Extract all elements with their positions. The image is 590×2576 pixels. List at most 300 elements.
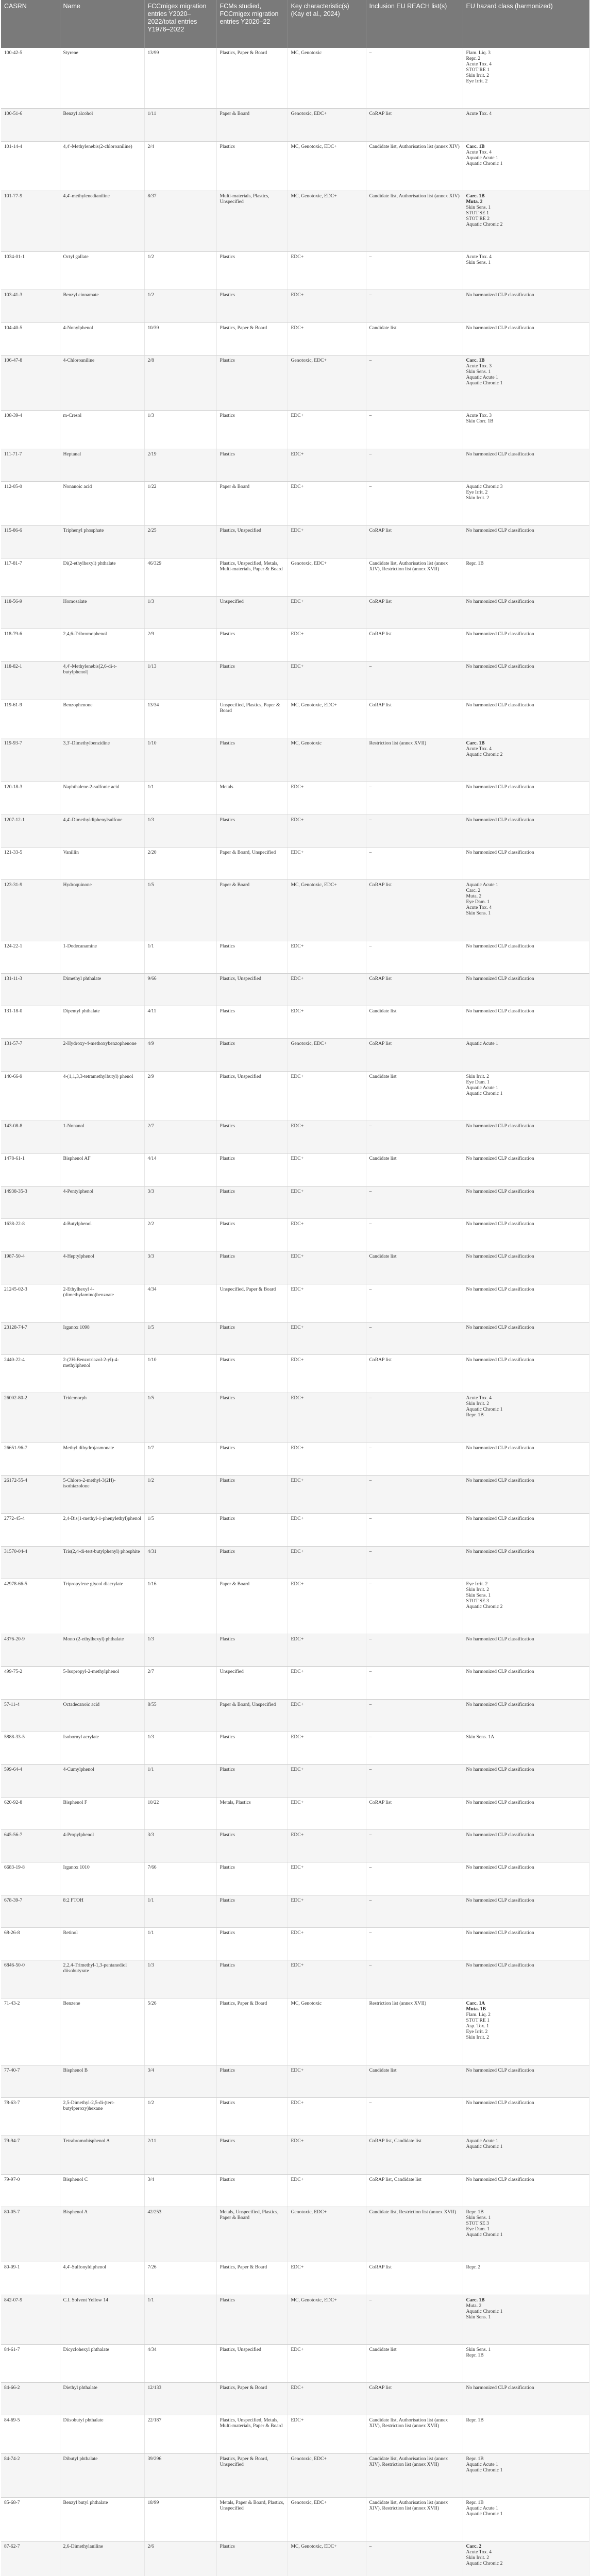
header-migration-entries: FCCmigex migration entries Y2020–2022/total entries Y1976–2022: [144, 0, 216, 48]
migration-entries-cell: 3/4: [144, 2174, 216, 2207]
hazard-class-line: Eye Dam. 1: [466, 2226, 490, 2232]
migration-entries-cell: 3/4: [144, 2065, 216, 2097]
reach-lists-cell: –: [366, 411, 463, 449]
hazard-class-line: Eye Irrit. 2: [466, 1581, 488, 1587]
hazard-class-cell: [463, 1121, 589, 1154]
key-characteristics-cell: EDC+: [288, 941, 366, 973]
casrn-cell: 6846-50-0: [1, 1960, 60, 1998]
fcms-cell: Plastics: [216, 1895, 288, 1927]
key-characteristics-cell: EDC+: [288, 1579, 366, 1634]
key-characteristics-cell: EDC+: [288, 1960, 366, 1998]
hazard-class-cell: [463, 1829, 589, 1862]
hazard-class-line: Aquatic Chronic 1: [466, 1090, 503, 1096]
casrn-cell: 620-92-8: [1, 1797, 60, 1829]
fcms-cell: Plastics: [216, 1121, 288, 1154]
hazard-class-line: No harmonized CLP classification: [466, 1156, 534, 1162]
migration-entries-cell: 46/329: [144, 558, 216, 596]
reach-lists-cell: CoRAP list: [366, 596, 463, 629]
reach-lists-cell: CoRAP list: [366, 2383, 463, 2415]
hazard-class-cell: [463, 2295, 589, 2344]
table-row: [1, 2098, 589, 2136]
casrn-cell: 4376-20-9: [1, 1634, 60, 1667]
fcms-cell: Plastics: [216, 1514, 288, 1546]
hazard-class-line: No harmonized CLP classification: [466, 292, 534, 298]
table-row: [1, 1862, 589, 1895]
migration-entries-cell: 12/133: [144, 2383, 216, 2415]
name-cell: C.I. Solvent Yellow 14: [60, 2295, 144, 2344]
reach-lists-cell: –: [366, 1732, 463, 1765]
name-cell: Dicyclohexyl phthalate: [60, 2344, 144, 2382]
hazard-class-cell: [463, 1251, 589, 1284]
table-row: [1, 1699, 589, 1732]
migration-entries-cell: 1/3: [144, 596, 216, 629]
reach-lists-cell: Candidate list: [366, 1071, 463, 1121]
key-characteristics-cell: Genotoxic, EDC+: [288, 1039, 366, 1071]
table-row: [1, 48, 589, 109]
fcms-cell: Plastics: [216, 815, 288, 847]
reach-lists-cell: Candidate list: [366, 1154, 463, 1186]
name-cell: Bisphenol B: [60, 2065, 144, 2097]
name-cell: 2,2,4-Trimethyl-1,3-pentanediol diisobutyrate: [60, 1960, 144, 1998]
table-row: [1, 2453, 589, 2497]
hazard-class-cell: [463, 2415, 589, 2453]
table-row: [1, 1251, 589, 1284]
fcms-cell: Plastics, Unspecified: [216, 526, 288, 558]
hazard-class-line: Skin Sens. 1: [466, 204, 491, 210]
table-row: [1, 2498, 589, 2541]
fcms-cell: Unspecified, Paper & Board: [216, 1284, 288, 1322]
name-cell: 2-(2H-Benzotriazol-2-yl)-4-methylphenol: [60, 1355, 144, 1393]
key-characteristics-cell: EDC+: [288, 662, 366, 700]
reach-lists-cell: CoRAP list: [366, 109, 463, 141]
name-cell: 4-Nonylphenol: [60, 323, 144, 355]
migration-entries-cell: 2/25: [144, 526, 216, 558]
hazard-class-cell: [463, 191, 589, 251]
reach-lists-cell: –: [366, 1322, 463, 1354]
hazard-class-line: Aquatic Chronic 2: [466, 752, 503, 758]
hazard-class-line: Repr. 1B: [466, 1412, 484, 1418]
table-row: [1, 2207, 589, 2262]
casrn-cell: 124-22-1: [1, 941, 60, 973]
fcms-cell: Plastics: [216, 449, 288, 481]
key-characteristics-cell: EDC+: [288, 1154, 366, 1186]
hazard-class-cell: [463, 141, 589, 191]
name-cell: Tridemorph: [60, 1393, 144, 1443]
fcms-cell: Plastics: [216, 2136, 288, 2174]
migration-entries-cell: 1/10: [144, 738, 216, 782]
hazard-class-cell: [463, 815, 589, 847]
casrn-cell: 26651-96-7: [1, 1443, 60, 1475]
fcms-cell: Plastics: [216, 1218, 288, 1251]
hazard-class-line: No harmonized CLP classification: [466, 1221, 534, 1227]
reach-lists-cell: –: [366, 1546, 463, 1579]
key-characteristics-cell: EDC+: [288, 1322, 366, 1354]
table-row: [1, 109, 589, 141]
header-fcms-studied: FCMs studied, FCCmigex migration entries Y2020–22: [216, 0, 288, 48]
key-characteristics-cell: EDC+: [288, 252, 366, 290]
key-characteristics-cell: EDC+: [288, 1514, 366, 1546]
reach-lists-cell: CoRAP list: [366, 629, 463, 662]
migration-entries-cell: 1/5: [144, 1322, 216, 1354]
casrn-cell: 23128-74-7: [1, 1322, 60, 1354]
name-cell: Benzyl alcohol: [60, 109, 144, 141]
hazard-class-line: Skin Sens. 1: [466, 1592, 491, 1598]
reach-lists-cell: –: [366, 782, 463, 815]
hazard-class-line: Aquatic Chronic 2: [466, 2561, 503, 2567]
hazard-class-line: Carc. 2: [466, 888, 481, 894]
hazard-class-line: Eye Irrit. 2: [466, 489, 488, 495]
hazard-class-cell: [463, 48, 589, 109]
casrn-cell: 119-61-9: [1, 700, 60, 738]
migration-entries-cell: 10/39: [144, 323, 216, 355]
casrn-cell: 112-05-0: [1, 481, 60, 525]
casrn-cell: 499-75-2: [1, 1667, 60, 1699]
reach-lists-cell: –: [366, 1829, 463, 1862]
table-row: [1, 2065, 589, 2097]
hazard-class-cell: [463, 481, 589, 525]
migration-entries-cell: 1/1: [144, 1765, 216, 1797]
table-row: [1, 738, 589, 782]
hazard-class-line: Aquatic Acute 1: [466, 375, 498, 381]
key-characteristics-cell: EDC+: [288, 449, 366, 481]
migration-entries-cell: 13/34: [144, 700, 216, 738]
name-cell: Heptanal: [60, 449, 144, 481]
name-cell: Benzyl butyl phthalate: [60, 2498, 144, 2541]
casrn-cell: 1478-61-1: [1, 1154, 60, 1186]
key-characteristics-cell: EDC+: [288, 2136, 366, 2174]
hazard-class-line: No harmonized CLP classification: [466, 664, 534, 670]
casrn-cell: 80-09-1: [1, 2262, 60, 2295]
hazard-class-cell: [463, 2174, 589, 2207]
migration-entries-cell: 1/16: [144, 1579, 216, 1634]
name-cell: 3,3'-Dimethylbenzidine: [60, 738, 144, 782]
name-cell: Diisobutyl phthalate: [60, 2415, 144, 2453]
migration-entries-cell: 2/4: [144, 141, 216, 191]
key-characteristics-cell: MC, Genotoxic: [288, 738, 366, 782]
fcms-cell: Unspecified, Plastics, Paper & Board: [216, 700, 288, 738]
name-cell: Octyl gallate: [60, 252, 144, 290]
hazard-class-line: No harmonized CLP classification: [466, 1357, 534, 1363]
key-characteristics-cell: EDC+: [288, 1765, 366, 1797]
migration-entries-cell: 1/7: [144, 1443, 216, 1475]
name-cell: Irganox 1010: [60, 1862, 144, 1895]
fcms-cell: Plastics: [216, 1355, 288, 1393]
hazard-class-cell: [463, 2344, 589, 2382]
hazard-class-line: Acute Tox. 4: [466, 111, 492, 117]
name-cell: Tripropylene glycol diacrylate: [60, 1579, 144, 1634]
reach-lists-cell: CoRAP list: [366, 880, 463, 941]
hazard-class-line: Repr. 1B: [466, 560, 484, 566]
migration-entries-cell: 1/2: [144, 290, 216, 323]
fcms-cell: Metals, Plastics: [216, 1797, 288, 1829]
migration-entries-cell: 1/1: [144, 782, 216, 815]
hazard-class-line: No harmonized CLP classification: [466, 2176, 534, 2182]
casrn-cell: 77-40-7: [1, 2065, 60, 2097]
name-cell: 2-Ethylhexyl 4-(dimethylamino)benzoate: [60, 1284, 144, 1322]
name-cell: 2,4,6-Tribromophenol: [60, 629, 144, 662]
migration-entries-cell: 3/3: [144, 1186, 216, 1218]
table-row: [1, 1284, 589, 1322]
migration-entries-cell: 2/2: [144, 1218, 216, 1251]
table-row: [1, 1546, 589, 1579]
migration-entries-cell: 2/6: [144, 2541, 216, 2576]
fcms-cell: Plastics: [216, 2541, 288, 2576]
hazard-class-cell: [463, 973, 589, 1006]
fcms-cell: Plastics, Unspecified, Metals, Multi-materials, Paper & Board: [216, 558, 288, 596]
casrn-cell: 143-08-8: [1, 1121, 60, 1154]
reach-lists-cell: –: [366, 1579, 463, 1634]
table-row: [1, 1218, 589, 1251]
casrn-cell: 131-57-7: [1, 1039, 60, 1071]
name-cell: Di(2-ethylhexyl) phthalate: [60, 558, 144, 596]
name-cell: 4-(1,1,3,3-tetramethylbutyl) phenol: [60, 1071, 144, 1121]
key-characteristics-cell: MC, Genotoxic, EDC+: [288, 700, 366, 738]
table-row: [1, 2174, 589, 2207]
hazard-class-line: Skin Sens. 1: [466, 369, 491, 375]
hazard-class-line: Aquatic Chronic 1: [466, 380, 503, 386]
hazard-class-cell: [463, 411, 589, 449]
hazard-class-line: Carc. 1B: [466, 2297, 485, 2303]
hazard-class-cell: [463, 1998, 589, 2065]
migration-entries-cell: 2/20: [144, 847, 216, 879]
casrn-cell: 120-18-3: [1, 782, 60, 815]
name-cell: m-Cresol: [60, 411, 144, 449]
migration-entries-cell: 1/3: [144, 1732, 216, 1765]
name-cell: Octadecanoic acid: [60, 1699, 144, 1732]
hazard-class-cell: [463, 2541, 589, 2576]
name-cell: 5-Chloro-2-methyl-3(2H)-isothiazolone: [60, 1475, 144, 1513]
migration-entries-cell: 1/1: [144, 1895, 216, 1927]
casrn-cell: 42978-66-5: [1, 1579, 60, 1634]
fcms-cell: Plastics, Paper & Board: [216, 2262, 288, 2295]
table-row: [1, 1186, 589, 1218]
reach-lists-cell: –: [366, 290, 463, 323]
hazard-class-line: No harmonized CLP classification: [466, 1477, 534, 1483]
table-row: [1, 629, 589, 662]
migration-entries-cell: 4/14: [144, 1154, 216, 1186]
name-cell: Retinol: [60, 1927, 144, 1960]
hazard-class-line: No harmonized CLP classification: [466, 1929, 534, 1936]
name-cell: Diethyl phthalate: [60, 2383, 144, 2415]
casrn-cell: 5888-33-5: [1, 1732, 60, 1765]
hazard-class-cell: [463, 1546, 589, 1579]
hazard-class-cell: [463, 738, 589, 782]
hazard-class-cell: [463, 1765, 589, 1797]
casrn-cell: 1207-12-1: [1, 815, 60, 847]
hazard-class-line: Muta. 2: [466, 893, 482, 900]
name-cell: Bisphenol AF: [60, 1154, 144, 1186]
hazard-class-line: Repr. 1B: [466, 2352, 484, 2358]
name-cell: Hydroquinone: [60, 880, 144, 941]
hazard-class-cell: [463, 1960, 589, 1998]
fcms-cell: Plastics: [216, 1006, 288, 1039]
hazard-class-line: Muta. 1B: [466, 2006, 486, 2012]
table-row: [1, 596, 589, 629]
hazard-class-cell: [463, 1006, 589, 1039]
reach-lists-cell: –: [366, 1393, 463, 1443]
migration-entries-cell: 1/13: [144, 662, 216, 700]
hazard-class-cell: [463, 1634, 589, 1667]
casrn-cell: 119-93-7: [1, 738, 60, 782]
hazard-class-line: No harmonized CLP classification: [466, 702, 534, 708]
key-characteristics-cell: EDC+: [288, 1699, 366, 1732]
migration-entries-cell: 2/7: [144, 1667, 216, 1699]
hazard-class-line: Acute Tox. 4: [466, 905, 492, 911]
reach-lists-cell: CoRAP list: [366, 2262, 463, 2295]
header-reach-lists: Inclusion EU REACH list(s): [366, 0, 463, 48]
migration-entries-cell: 4/9: [144, 1039, 216, 1071]
hazard-class-line: No harmonized CLP classification: [466, 1865, 534, 1871]
key-characteristics-cell: EDC+: [288, 1284, 366, 1322]
hazard-class-line: Flam. Liq. 2: [466, 2012, 491, 2018]
key-characteristics-cell: EDC+: [288, 2344, 366, 2382]
hazard-class-line: Repr. 1B: [466, 2209, 484, 2215]
hazard-class-line: No harmonized CLP classification: [466, 451, 534, 457]
hazard-class-line: Repr. 2: [466, 56, 481, 61]
table-row: [1, 847, 589, 879]
casrn-cell: 84-61-7: [1, 2344, 60, 2382]
hazard-class-line: No harmonized CLP classification: [466, 975, 534, 981]
name-cell: 4,4'-Dimethyldiphenylsulfone: [60, 815, 144, 847]
hazard-class-line: Skin Irrit. 2: [466, 1586, 490, 1592]
table-row: [1, 2262, 589, 2295]
hazard-class-cell: [463, 1514, 589, 1546]
hazard-class-cell: [463, 449, 589, 481]
key-characteristics-cell: EDC+: [288, 1121, 366, 1154]
key-characteristics-cell: MC, Genotoxic: [288, 1998, 366, 2065]
hazard-class-cell: [463, 2383, 589, 2415]
casrn-cell: 78-63-7: [1, 2098, 60, 2136]
casrn-cell: 100-42-5: [1, 48, 60, 109]
table-row: [1, 2295, 589, 2344]
name-cell: 5-Isopropyl-2-methylphenol: [60, 1667, 144, 1699]
fcms-cell: Plastics: [216, 2065, 288, 2097]
fcms-cell: Paper & Board: [216, 880, 288, 941]
reach-lists-cell: Candidate list, Authorisation list (annex XIV), Restriction list (annex XVII): [366, 2453, 463, 2497]
hazard-class-cell: [463, 880, 589, 941]
hazard-class-cell: [463, 1039, 589, 1071]
key-characteristics-cell: EDC+: [288, 1634, 366, 1667]
key-characteristics-cell: EDC+: [288, 1546, 366, 1579]
hazard-class-cell: [463, 1071, 589, 1121]
table-row: [1, 662, 589, 700]
table-row: [1, 815, 589, 847]
casrn-cell: 645-56-7: [1, 1829, 60, 1862]
table-row: [1, 1797, 589, 1829]
hazard-class-line: Acute Tox. 4: [466, 746, 492, 752]
hazard-class-line: Eye Dam. 1: [466, 1079, 490, 1085]
fcms-cell: Plastics: [216, 252, 288, 290]
fcms-cell: Plastics: [216, 1634, 288, 1667]
hazard-class-line: Skin Sens. 1: [466, 260, 491, 266]
hazard-class-cell: [463, 700, 589, 738]
table-row: [1, 481, 589, 525]
name-cell: Dimethyl phthalate: [60, 973, 144, 1006]
hazard-class-cell: [463, 1927, 589, 1960]
name-cell: 4-Cumylphenol: [60, 1765, 144, 1797]
casrn-cell: 131-11-3: [1, 973, 60, 1006]
hazard-class-cell: [463, 1895, 589, 1927]
reach-lists-cell: –: [366, 355, 463, 411]
reach-lists-cell: –: [366, 847, 463, 879]
reach-lists-cell: –: [366, 1284, 463, 1322]
reach-lists-cell: –: [366, 1862, 463, 1895]
key-characteristics-cell: Genotoxic, EDC+: [288, 2207, 366, 2262]
hazard-class-cell: [463, 1284, 589, 1322]
reach-lists-cell: CoRAP list: [366, 973, 463, 1006]
reach-lists-cell: Restriction list (annex XVII): [366, 738, 463, 782]
casrn-cell: 2440-22-4: [1, 1355, 60, 1393]
key-characteristics-cell: Genotoxic, EDC+: [288, 2453, 366, 2497]
reach-lists-cell: –: [366, 662, 463, 700]
migration-entries-cell: 1/1: [144, 941, 216, 973]
fcms-cell: Plastics: [216, 2098, 288, 2136]
name-cell: 2,4-Bis(1-methyl-1-phenylethyl)phenol: [60, 1514, 144, 1546]
hazard-class-line: Aquatic Chronic 1: [466, 2511, 503, 2517]
name-cell: Naphthalene-2-sulfonic acid: [60, 782, 144, 815]
hazard-class-line: No harmonized CLP classification: [466, 1832, 534, 1838]
key-characteristics-cell: EDC+: [288, 1251, 366, 1284]
hazard-class-line: Aquatic Chronic 1: [466, 1406, 503, 1413]
hazard-class-line: Skin Irrit. 2: [466, 1401, 490, 1407]
reach-lists-cell: CoRAP list: [366, 1355, 463, 1393]
fcms-cell: Plastics: [216, 1829, 288, 1862]
hazard-class-line: No harmonized CLP classification: [466, 325, 534, 331]
name-cell: Irganox 1098: [60, 1322, 144, 1354]
key-characteristics-cell: EDC+: [288, 596, 366, 629]
migration-entries-cell: 2/11: [144, 2136, 216, 2174]
hazard-class-line: No harmonized CLP classification: [466, 1123, 534, 1129]
table-row: [1, 1355, 589, 1393]
migration-entries-cell: 4/34: [144, 2344, 216, 2382]
key-characteristics-cell: EDC+: [288, 526, 366, 558]
hazard-class-cell: [463, 1355, 589, 1393]
reach-lists-cell: –: [366, 1121, 463, 1154]
casrn-cell: 6683-19-8: [1, 1862, 60, 1895]
hazard-class-line: Flam. Liq. 3: [466, 50, 491, 56]
hazard-class-cell: [463, 1322, 589, 1354]
key-characteristics-cell: EDC+: [288, 2262, 366, 2295]
key-characteristics-cell: EDC+: [288, 782, 366, 815]
reach-lists-cell: –: [366, 1927, 463, 1960]
reach-lists-cell: –: [366, 1960, 463, 1998]
migration-entries-cell: 5/26: [144, 1998, 216, 2065]
reach-lists-cell: –: [366, 1634, 463, 1667]
fcms-cell: Plastics: [216, 1154, 288, 1186]
hazard-table: [1, 0, 589, 2576]
hazard-class-cell: [463, 2453, 589, 2497]
hazard-class-line: No harmonized CLP classification: [466, 2067, 534, 2073]
table-row: [1, 1998, 589, 2065]
table-row: [1, 1322, 589, 1354]
reach-lists-cell: –: [366, 1443, 463, 1475]
casrn-cell: 79-97-0: [1, 2174, 60, 2207]
migration-entries-cell: 1/1: [144, 1927, 216, 1960]
hazard-class-line: No harmonized CLP classification: [466, 1548, 534, 1554]
hazard-class-line: Carc. 1B: [466, 143, 485, 149]
migration-entries-cell: 7/26: [144, 2262, 216, 2295]
name-cell: Nonanoic acid: [60, 481, 144, 525]
casrn-cell: 2772-45-4: [1, 1514, 60, 1546]
fcms-cell: Plastics, Paper & Board: [216, 1998, 288, 2065]
hazard-class-line: Aquatic Acute 1: [466, 2138, 498, 2144]
reach-lists-cell: Candidate list: [366, 1006, 463, 1039]
migration-entries-cell: 9/66: [144, 973, 216, 1006]
name-cell: Triphenyl phosphate: [60, 526, 144, 558]
name-cell: Isobornyl acrylate: [60, 1732, 144, 1765]
hazard-class-line: Aquatic Acute 1: [466, 882, 498, 888]
hazard-class-line: Aquatic Acute 1: [466, 155, 498, 161]
